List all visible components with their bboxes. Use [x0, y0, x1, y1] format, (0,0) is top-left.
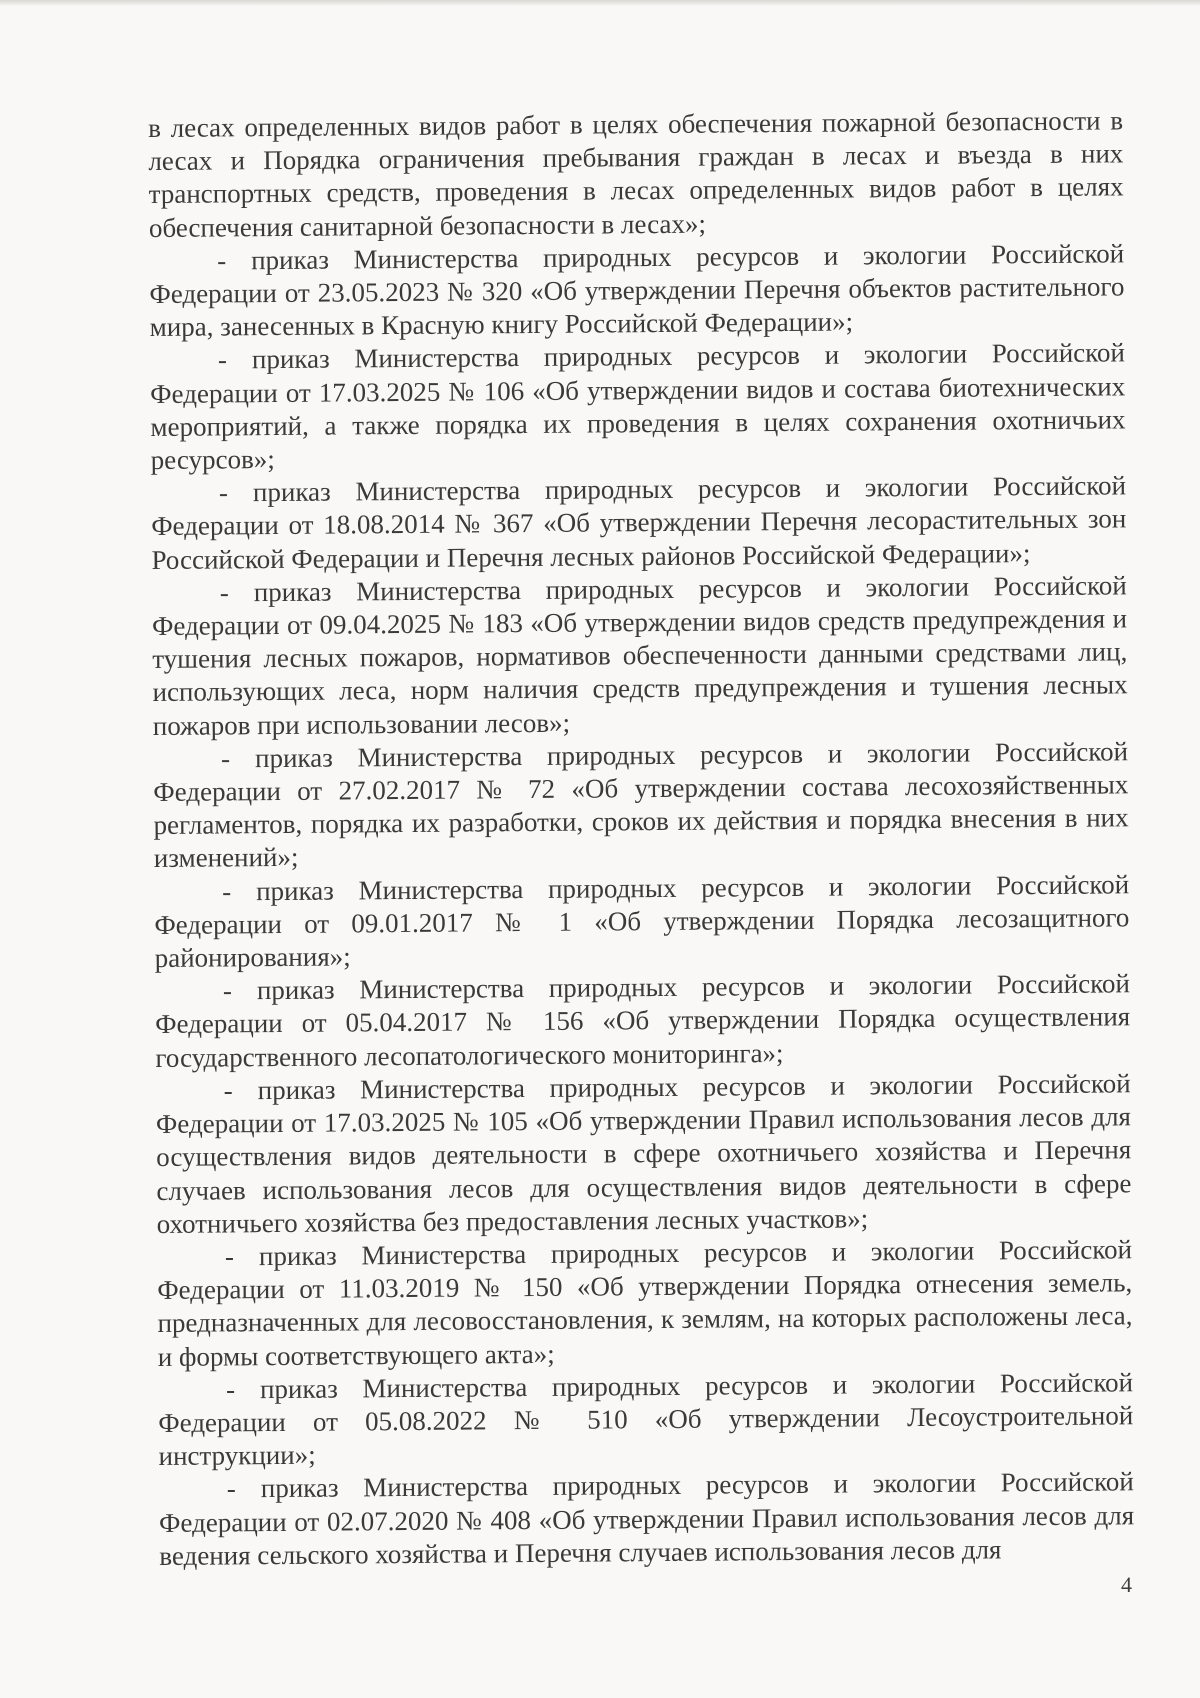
document-body — [148, 104, 1134, 1573]
list-dash: - — [223, 1075, 233, 1106]
list-item — [157, 1233, 1133, 1373]
list-item-text: приказ Министерства природных ресурсов и экологии Российской Федерации от 27.02.2017 № 72 «Об утверждении состава лесохозяйственных регламентов, порядка их разработки, сроков их действия и порядка внесения в них изменений»; — [153, 736, 1129, 874]
list-dash: - — [222, 876, 232, 907]
list-item — [153, 735, 1129, 875]
list-dash: - — [220, 743, 231, 774]
list-item — [152, 569, 1128, 743]
list-dash: - — [224, 1241, 235, 1272]
list-item-text: приказ Министерства природных ресурсов и экологии Российской Федерации от 02.07.2020 № 408 «Об утверждении Правил использования лесов для ведения сельского хозяйства и Перечня случаев использования лесов для — [158, 1466, 1135, 1571]
list-dash: - — [222, 975, 233, 1006]
list-item-text: приказ Министерства природных ресурсов и экологии Российской Федерации от 23.05.2023 № 320 «Об утверждении Перечня объектов растительного мира, занесенных в Красную книгу Российской Федерации»; — [149, 238, 1125, 343]
intro-paragraph: в лесах определенных видов работ в целях обеспечения пожарной безопасности в лесах и Порядка ограничения пребывания граждан в лесах и въезда в них транспортных средств, проведения в лесах определенных видов работ в целях обеспечения санитарной безопасности в лесах»; — [148, 105, 1124, 243]
list-item — [151, 470, 1127, 577]
list-item — [155, 968, 1131, 1075]
list-item — [154, 868, 1130, 975]
list-item-text: приказ Министерства природных ресурсов и экологии Российской Федерации от 05.08.2022 № 510 «Об утверждении Лесоустроительной инструкции»; — [158, 1367, 1134, 1472]
page-number: 4 — [1121, 1572, 1132, 1597]
list-dash: - — [225, 1374, 236, 1405]
list-item — [159, 1466, 1135, 1573]
list-item-text: приказ Министерства природных ресурсов и экологии Российской Федерации от 05.04.2017 № 156 «Об утверждении Порядка осуществления государственного лесопатологического мониторинга»; — [155, 968, 1131, 1073]
list-item-text: приказ Министерства природных ресурсов и экологии Российской Федерации от 11.03.2019 № 150 «Об утверждении Порядка отнесения земель, предназначенных для лесовосстановления, к землям, на которых расположены леса, и формы соответствующего акта»; — [157, 1234, 1133, 1372]
list-item — [150, 337, 1126, 477]
list-item-text: приказ Министерства природных ресурсов и экологии Российской Федерации от 17.03.2025 № 105 «Об утверждении Правил использования лесов для осуществления видов деятельности в сфере охотничьего хозяйства и Перечня случаев использования лесов для осуществления видов деятельности в сфере охотничьего хозяйства без предоставления лесных участков»; — [155, 1068, 1132, 1239]
list-dash: - — [218, 477, 229, 508]
list-item-text: приказ Министерства природных ресурсов и экологии Российской Федерации от 18.08.2014 № 367 «Об утверждении Перечня лесорастительных зон Российской Федерации и Перечня лесных районов Российской Федерации»; — [151, 470, 1127, 575]
list-item-text: приказ Министерства природных ресурсов и экологии Российской Федерации от 17.03.2025 № 106 «Об утверждении видов и состава биотехнических мероприятий, а также порядка их проведения в целях сохранения охотничьих ресурсов»; — [150, 337, 1126, 476]
list-dash: - — [226, 1473, 236, 1504]
list-item-text: приказ Министерства природных ресурсов и экологии Российской Федерации от 09.01.2017 № 1 «Об утверждении Порядка лесозащитного районирования»; — [154, 868, 1130, 974]
list-item — [158, 1366, 1134, 1473]
list-item — [156, 1067, 1132, 1241]
list-dash: - — [217, 245, 227, 276]
list-dash: - — [217, 344, 228, 375]
list-dash: - — [219, 577, 229, 608]
list-item — [149, 237, 1125, 344]
list-item-text: приказ Министерства природных ресурсов и экологии Российской Федерации от 09.04.2025 № 183 «Об утверждении видов средств предупреждения и тушения лесных пожаров, нормативов обеспеченности данными средствами лиц, использующих леса, норм наличия средств предупреждения и тушения лесных пожаров при использовании лесов»; — [151, 570, 1128, 741]
scan-edge-shadow — [0, 0, 1200, 6]
